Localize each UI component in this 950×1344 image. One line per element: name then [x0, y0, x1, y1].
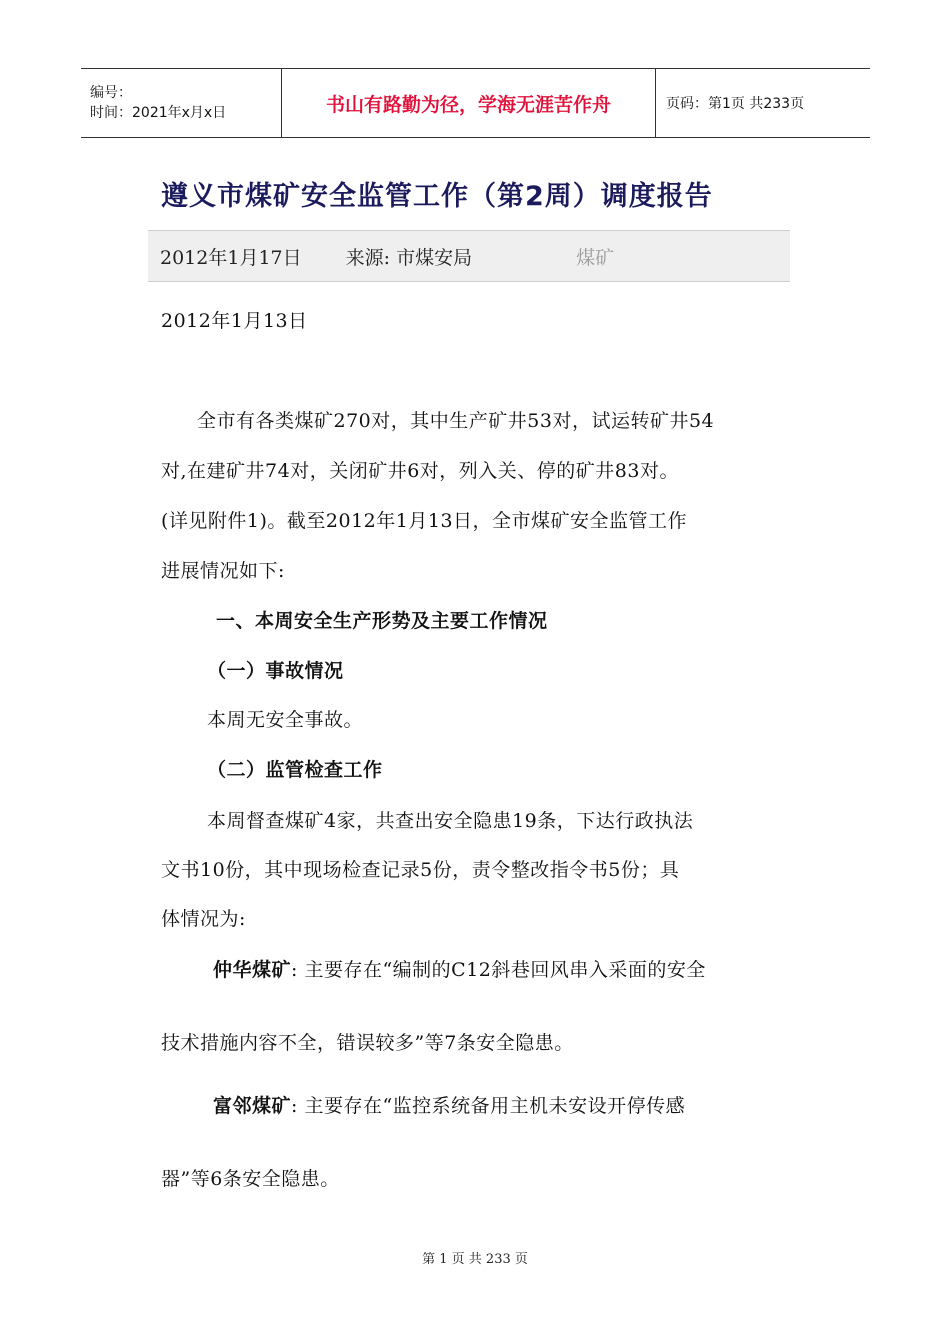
mine-name: 仲华煤矿 — [213, 959, 292, 981]
time-label: 时间：2021年x月x日 — [90, 105, 227, 121]
page-title: 遵义市煤矿安全监管工作（第2周）调度报告 — [161, 181, 713, 212]
meta-date: 2012年1月17日 — [160, 246, 302, 269]
intro-line: 全市有各类煤矿270对，其中生产矿井53对，试运转矿井54 — [197, 410, 715, 432]
mine-entry — [213, 1091, 685, 1118]
header-table — [81, 68, 870, 138]
body-line: 器”等6条安全隐患。 — [161, 1168, 340, 1190]
mine-desc: : 主要存在“监控系统备用主机未安设开停传感 — [291, 1095, 686, 1117]
section-heading: 一、本周安全生产形势及主要工作情况 — [216, 610, 548, 632]
report-date: 2012年1月13日 — [161, 310, 308, 332]
number-label: 编号： — [90, 85, 132, 101]
subsection-heading: （一）事故情况 — [207, 660, 344, 682]
header-page-cell — [656, 69, 870, 137]
article-meta-bar — [148, 230, 790, 282]
intro-line: (详见附件1)。截至2012年1月13日，全市煤矿安全监管工作 — [161, 510, 688, 532]
motto-text: 书山有路勤为径，学海无涯苦作舟 — [325, 93, 611, 116]
body-line: 本周督查煤矿4家，共查出安全隐患19条，下达行政执法 — [207, 810, 694, 832]
page-footer: 第 1 页 共 233 页 — [422, 1252, 528, 1267]
intro-line: 对,在建矿井74对，关闭矿井6对，列入关、停的矿井83对。 — [161, 460, 679, 482]
meta-category: 煤矿 — [576, 246, 615, 269]
header-motto-cell — [282, 69, 656, 137]
intro-line: 进展情况如下: — [161, 560, 285, 582]
body-line: 体情况为: — [161, 908, 246, 930]
body-line: 文书10份，其中现场检查记录5份，责令整改指令书5份；具 — [161, 859, 680, 881]
subsection-text: 本周无安全事故。 — [207, 709, 364, 731]
mine-desc: : 主要存在“编制的C12斜巷回风串入采面的安全 — [291, 959, 706, 981]
meta-source: 来源: 市煤安局 — [345, 246, 473, 269]
mine-entry — [213, 955, 706, 982]
subsection-heading: （二）监管检查工作 — [207, 759, 383, 781]
header-left-cell — [81, 69, 282, 137]
page-info: 页码：第1页 共233页 — [666, 96, 805, 112]
mine-name: 富邻煤矿 — [213, 1095, 292, 1117]
body-line: 技术措施内容不全，错误较多”等7条安全隐患。 — [161, 1032, 574, 1054]
